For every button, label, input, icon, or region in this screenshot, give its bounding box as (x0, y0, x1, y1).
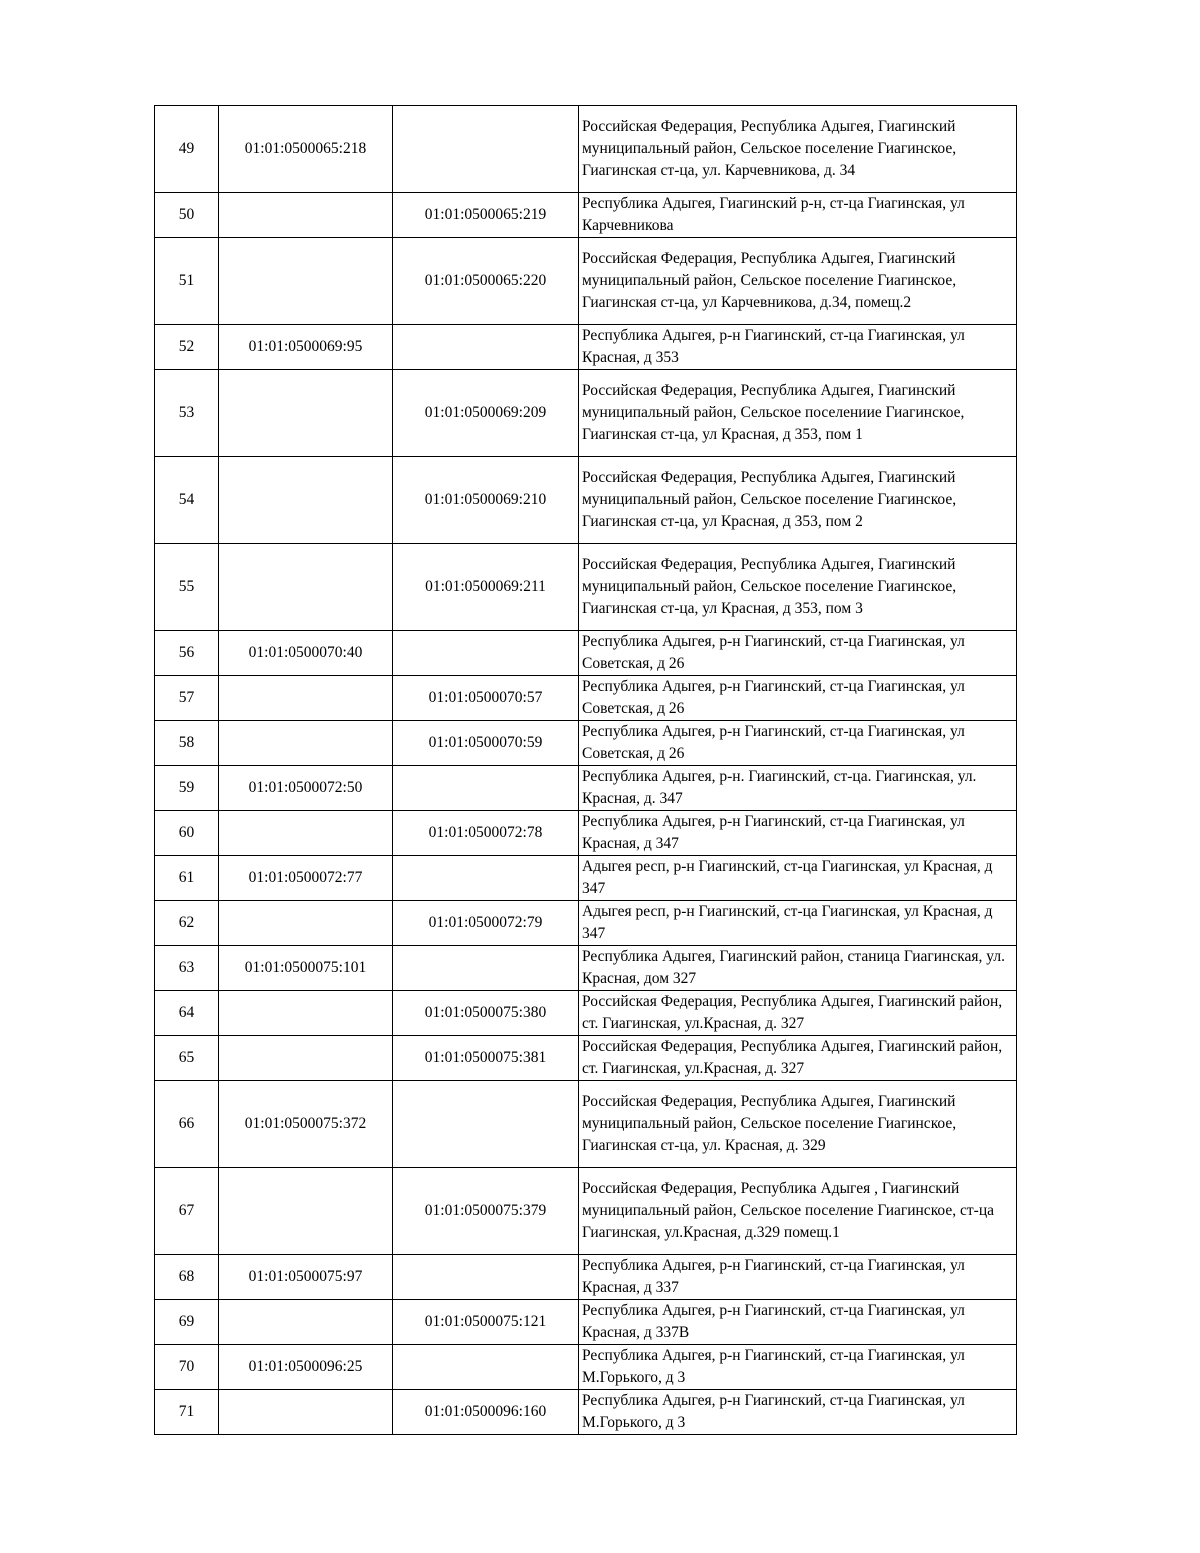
address-cell: Адыгея респ, р-н Гиагинский, ст-ца Гиагинская, ул Красная, д 347 (579, 856, 1017, 901)
row-number-cell: 69 (155, 1300, 219, 1345)
parcel-cadastral-number-cell: 01:01:0500075:97 (219, 1255, 393, 1300)
object-cadastral-number-cell: 01:01:0500065:219 (393, 193, 579, 238)
object-cadastral-number-cell (393, 1255, 579, 1300)
table-row (155, 544, 1017, 631)
address-cell: Республика Адыгея, р-н Гиагинский, ст-ца Гиагинская, ул Советская, д 26 (579, 631, 1017, 676)
table-row (155, 991, 1017, 1036)
row-number-cell: 56 (155, 631, 219, 676)
table-row (155, 325, 1017, 370)
parcel-cadastral-number-cell (219, 1300, 393, 1345)
table-row (155, 1345, 1017, 1390)
row-number-cell: 66 (155, 1081, 219, 1168)
object-cadastral-number-cell (393, 106, 579, 193)
table-row (155, 1081, 1017, 1168)
object-cadastral-number-cell (393, 1345, 579, 1390)
object-cadastral-number-cell: 01:01:0500069:211 (393, 544, 579, 631)
row-number-cell: 67 (155, 1168, 219, 1255)
table-row (155, 193, 1017, 238)
address-cell: Республика Адыгея, Гиагинский р-н, ст-ца Гиагинская, ул Карчевникова (579, 193, 1017, 238)
address-cell: Республика Адыгея, р-н Гиагинский, ст-ца Гиагинская, ул Советская, д 26 (579, 676, 1017, 721)
table-row (155, 856, 1017, 901)
row-number-cell: 62 (155, 901, 219, 946)
parcel-cadastral-number-cell (219, 1168, 393, 1255)
address-cell: Российская Федерация, Республика Адыгея, Гиагинский муниципальный район, Сельское поселение Гиагинское, Гиагинская ст-ца, ул. Красная, д. 329 (579, 1081, 1017, 1168)
table-row (155, 721, 1017, 766)
row-number-cell: 60 (155, 811, 219, 856)
parcel-cadastral-number-cell: 01:01:0500072:77 (219, 856, 393, 901)
object-cadastral-number-cell: 01:01:0500075:379 (393, 1168, 579, 1255)
parcel-cadastral-number-cell (219, 193, 393, 238)
row-number-cell: 53 (155, 370, 219, 457)
parcel-cadastral-number-cell: 01:01:0500070:40 (219, 631, 393, 676)
parcel-cadastral-number-cell (219, 901, 393, 946)
row-number-cell: 51 (155, 238, 219, 325)
parcel-cadastral-number-cell: 01:01:0500075:372 (219, 1081, 393, 1168)
row-number-cell: 58 (155, 721, 219, 766)
object-cadastral-number-cell (393, 631, 579, 676)
object-cadastral-number-cell (393, 325, 579, 370)
object-cadastral-number-cell: 01:01:0500069:210 (393, 457, 579, 544)
row-number-cell: 70 (155, 1345, 219, 1390)
parcel-cadastral-number-cell: 01:01:0500096:25 (219, 1345, 393, 1390)
address-cell: Российская Федерация, Республика Адыгея, Гиагинский муниципальный район, Сельское поселение Гиагинское, Гиагинская ст-ца, ул Красная, д 353, пом 3 (579, 544, 1017, 631)
parcel-cadastral-number-cell (219, 544, 393, 631)
table-row (155, 1390, 1017, 1435)
table-row (155, 238, 1017, 325)
object-cadastral-number-cell: 01:01:0500065:220 (393, 238, 579, 325)
row-number-cell: 64 (155, 991, 219, 1036)
table-row (155, 106, 1017, 193)
row-number-cell: 52 (155, 325, 219, 370)
object-cadastral-number-cell: 01:01:0500070:59 (393, 721, 579, 766)
table-row (155, 370, 1017, 457)
table-row (155, 811, 1017, 856)
object-cadastral-number-cell: 01:01:0500072:79 (393, 901, 579, 946)
parcel-cadastral-number-cell (219, 238, 393, 325)
parcel-cadastral-number-cell: 01:01:0500069:95 (219, 325, 393, 370)
row-number-cell: 65 (155, 1036, 219, 1081)
object-cadastral-number-cell (393, 1081, 579, 1168)
address-cell: Республика Адыгея, р-н. Гиагинский, ст-ца. Гиагинская, ул. Красная, д. 347 (579, 766, 1017, 811)
parcel-cadastral-number-cell (219, 457, 393, 544)
parcel-cadastral-number-cell: 01:01:0500065:218 (219, 106, 393, 193)
address-cell: Российская Федерация, Республика Адыгея, Гиагинский муниципальный район, Сельское поселение Гиагинское, Гиагинская ст-ца, ул Карчевникова, д.34, помещ.2 (579, 238, 1017, 325)
address-cell: Республика Адыгея, р-н Гиагинский, ст-ца Гиагинская, ул Красная, д 347 (579, 811, 1017, 856)
table-row (155, 1168, 1017, 1255)
row-number-cell: 61 (155, 856, 219, 901)
table-row (155, 901, 1017, 946)
parcel-cadastral-number-cell (219, 811, 393, 856)
registry-table-body (155, 106, 1017, 1435)
address-cell: Республика Адыгея, р-н Гиагинский, ст-ца Гиагинская, ул М.Горького, д 3 (579, 1390, 1017, 1435)
address-cell: Российская Федерация, Республика Адыгея, Гиагинский район, ст. Гиагинская, ул.Красная, д. 327 (579, 1036, 1017, 1081)
row-number-cell: 54 (155, 457, 219, 544)
parcel-cadastral-number-cell (219, 370, 393, 457)
address-cell: Республика Адыгея, р-н Гиагинский, ст-ца Гиагинская, ул М.Горького, д 3 (579, 1345, 1017, 1390)
object-cadastral-number-cell: 01:01:0500075:121 (393, 1300, 579, 1345)
address-cell: Российская Федерация, Республика Адыгея, Гиагинский район, ст. Гиагинская, ул.Красная, д. 327 (579, 991, 1017, 1036)
parcel-cadastral-number-cell: 01:01:0500075:101 (219, 946, 393, 991)
address-cell: Республика Адыгея, р-н Гиагинский, ст-ца Гиагинская, ул Красная, д 337 (579, 1255, 1017, 1300)
row-number-cell: 57 (155, 676, 219, 721)
address-cell: Республика Адыгея, р-н Гиагинский, ст-ца Гиагинская, ул Красная, д 353 (579, 325, 1017, 370)
parcel-cadastral-number-cell (219, 676, 393, 721)
table-row (155, 1255, 1017, 1300)
table-row (155, 946, 1017, 991)
row-number-cell: 71 (155, 1390, 219, 1435)
table-row (155, 676, 1017, 721)
object-cadastral-number-cell: 01:01:0500075:380 (393, 991, 579, 1036)
row-number-cell: 63 (155, 946, 219, 991)
address-cell: Российская Федерация, Республика Адыгея , Гиагинский муниципальный район, Сельское поселение Гиагинское, ст-ца Гиагинская, ул.Красная, д.329 помещ.1 (579, 1168, 1017, 1255)
row-number-cell: 49 (155, 106, 219, 193)
object-cadastral-number-cell: 01:01:0500069:209 (393, 370, 579, 457)
parcel-cadastral-number-cell (219, 721, 393, 766)
parcel-cadastral-number-cell (219, 1390, 393, 1435)
address-cell: Российская Федерация, Республика Адыгея, Гиагинский муниципальный район, Сельское поселение Гиагинское, Гиагинская ст-ца, ул Красная, д 353, пом 2 (579, 457, 1017, 544)
object-cadastral-number-cell: 01:01:0500096:160 (393, 1390, 579, 1435)
table-row (155, 457, 1017, 544)
row-number-cell: 68 (155, 1255, 219, 1300)
address-cell: Российская Федерация, Республика Адыгея, Гиагинский муниципальный район, Сельское поселениие Гиагинское, Гиагинская ст-ца, ул Красная, д 353, пом 1 (579, 370, 1017, 457)
address-cell: Республика Адыгея, р-н Гиагинский, ст-ца Гиагинская, ул Советская, д 26 (579, 721, 1017, 766)
object-cadastral-number-cell (393, 856, 579, 901)
row-number-cell: 55 (155, 544, 219, 631)
table-row (155, 1300, 1017, 1345)
object-cadastral-number-cell: 01:01:0500075:381 (393, 1036, 579, 1081)
address-cell: Российская Федерация, Республика Адыгея, Гиагинский муниципальный район, Сельское поселение Гиагинское, Гиагинская ст-ца, ул. Карчевникова, д. 34 (579, 106, 1017, 193)
row-number-cell: 59 (155, 766, 219, 811)
object-cadastral-number-cell (393, 946, 579, 991)
object-cadastral-number-cell: 01:01:0500070:57 (393, 676, 579, 721)
table-row (155, 631, 1017, 676)
address-cell: Республика Адыгея, р-н Гиагинский, ст-ца Гиагинская, ул Красная, д 337В (579, 1300, 1017, 1345)
address-cell: Адыгея респ, р-н Гиагинский, ст-ца Гиагинская, ул Красная, д 347 (579, 901, 1017, 946)
table-row (155, 766, 1017, 811)
object-cadastral-number-cell: 01:01:0500072:78 (393, 811, 579, 856)
address-cell: Республика Адыгея, Гиагинский район, станица Гиагинская, ул. Красная, дом 327 (579, 946, 1017, 991)
parcel-cadastral-number-cell (219, 1036, 393, 1081)
parcel-cadastral-number-cell: 01:01:0500072:50 (219, 766, 393, 811)
registry-table (154, 105, 1017, 1435)
table-row (155, 1036, 1017, 1081)
parcel-cadastral-number-cell (219, 991, 393, 1036)
row-number-cell: 50 (155, 193, 219, 238)
object-cadastral-number-cell (393, 766, 579, 811)
